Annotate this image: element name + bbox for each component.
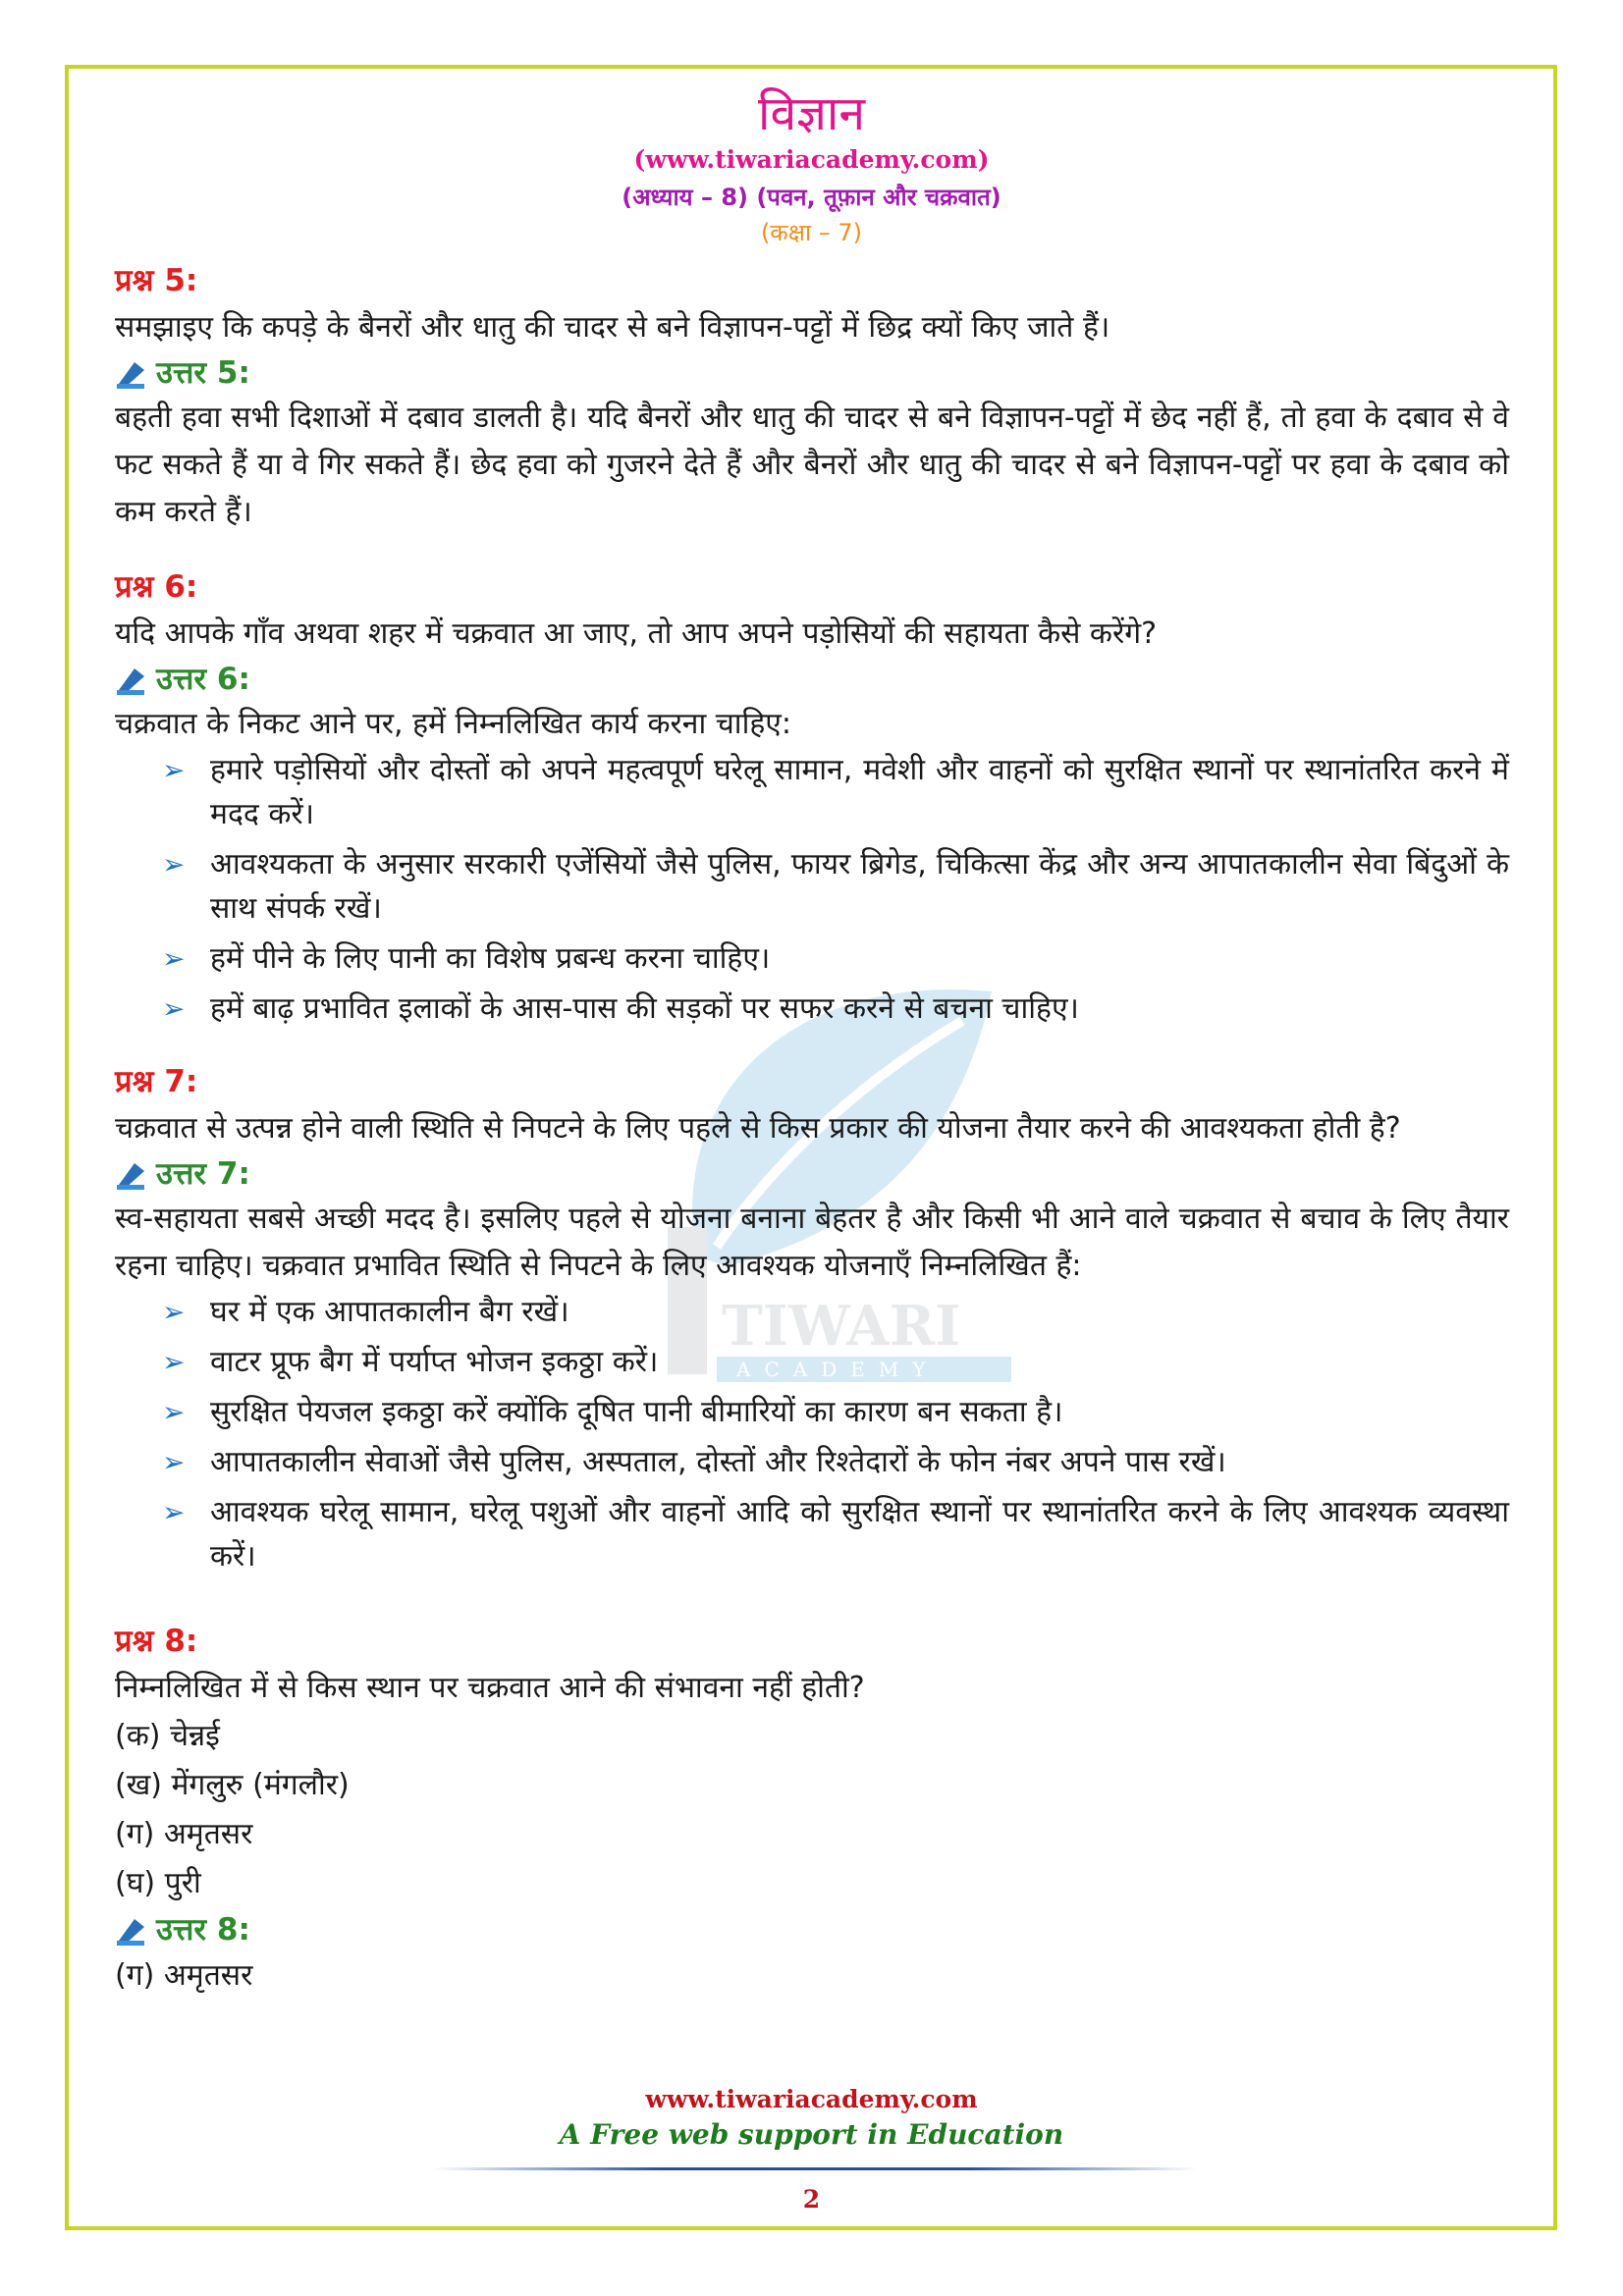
page-number: 2 — [802, 2185, 821, 2214]
arrow-bullet-icon: ➢ — [162, 1396, 186, 1428]
arrow-bullet-icon: ➢ — [162, 754, 186, 786]
pen-nib-icon — [115, 1913, 148, 1947]
answer-8-label: उत्तर 8: — [156, 1912, 250, 1948]
question-6-label: प्रश्न 6: — [115, 569, 198, 605]
question-5-label: प्रश्न 5: — [115, 263, 198, 298]
answer-7-list — [115, 1290, 1509, 1578]
list-item: ➢ हमें पीने के लिए पानी का विशेष प्रबन्ध करना चाहिए। — [115, 936, 1509, 981]
class-heading: (कक्षा – 7) — [760, 219, 863, 246]
question-6-text: यदि आपके गाँव अथवा शहर में चक्रवात आ जाए, तो आप अपने पड़ोसियों की सहायता कैसे करेंगे? — [115, 616, 1158, 651]
answer-6-heading — [115, 658, 1509, 701]
answer-7-label: उत्तर 7: — [156, 1156, 250, 1192]
answer-5-heading — [115, 351, 1509, 395]
list-item: ➢ घर में एक आपातकालीन बैग रखें। — [115, 1290, 1509, 1334]
pen-nib-icon — [115, 663, 148, 696]
list-item: ➢ आवश्यकता के अनुसार सरकारी एजेंसियों जैसे पुलिस, फायर ब्रिगेड, चिकित्सा केंद्र और अन्य आपातकालीन सेवा बिंदुओं के साथ संपर्क रखें। — [115, 842, 1509, 931]
arrow-bullet-icon: ➢ — [162, 1496, 186, 1528]
option-b: (ख) मेंगलुरु (मंगलौर) — [115, 1768, 350, 1802]
list-item: ➢ सुरक्षित पेयजल इकठ्ठा करें क्योंकि दूषित पानी बीमारियों का कारण बन सकता है। — [115, 1390, 1509, 1434]
option-a: (क) चेन्नई — [115, 1719, 220, 1753]
answer-6-label: उत्तर 6: — [156, 662, 250, 697]
question-8-text: निम्नलिखित में से किस स्थान पर चक्रवात आने की संभावना नहीं होती? — [115, 1671, 865, 1705]
answer-5-text: बहती हवा सभी दिशाओं में दबाव डालती है। यदि बैनरों और धातु की चादर से बने विज्ञापन-पट्टों में छेद नहीं हैं, तो हवा के दबाव से वे फट सकते हैं या वे गिर सकते हैं। छेद हवा को गुजरने देते हैं और बैनरों और धातु की चादर से बने विज्ञापन-पट्टों पर हवा के दबाव को कम करते हैं। — [115, 400, 1509, 529]
list-item: ➢ आपातकालीन सेवाओं जैसे पुलिस, अस्पताल, दोस्तों और रिश्तेदारों के फोन नंबर अपने पास रखें। — [115, 1440, 1509, 1484]
arrow-bullet-icon: ➢ — [162, 1296, 186, 1328]
answer-6-list — [115, 748, 1509, 1031]
question-7-label: प्रश्न 7: — [115, 1064, 198, 1099]
watermark-name: TIWARI — [722, 1294, 961, 1359]
watermark-sub: ACADEMY — [736, 1358, 940, 1381]
answer-7-heading — [115, 1152, 1509, 1196]
page-title: विज्ञान — [758, 86, 865, 141]
arrow-bullet-icon: ➢ — [162, 992, 186, 1025]
question-7-text: चक्रवात से उत्पन्न होने वाली स्थिति से निपटने के लिए पहले से किस प्रकार की योजना तैयार करने की आवश्यकता होती है? — [115, 1111, 1401, 1146]
footer-divider — [432, 2167, 1198, 2170]
question-8-label: प्रश्न 8: — [115, 1624, 198, 1659]
footer-url[interactable]: www.tiwariacademy.com — [645, 2085, 978, 2113]
option-c: (ग) अमृतसर — [115, 1817, 253, 1851]
list-item: ➢ हमारे पड़ोसियों और दोस्तों को अपने महत्वपूर्ण घरेलू सामान, मवेशी और वाहनों को सुरक्षित स्थानों पर स्थानांतरित करने में मदद करें। — [115, 748, 1509, 836]
arrow-bullet-icon: ➢ — [162, 848, 186, 881]
question-5-text: समझाइए कि कपड़े के बैनरों और धातु की चादर से बने विज्ञापन-पट्टों में छिद्र क्यों किए जाते हैं। — [115, 310, 1110, 345]
chapter-heading: (अध्याय – 8) (पवन, तूफ़ान और चक्रवात) — [622, 184, 1001, 211]
arrow-bullet-icon: ➢ — [162, 1446, 186, 1478]
answer-5-label: उत्तर 5: — [156, 355, 250, 391]
answer-6-intro: चक्रवात के निकट आने पर, हमें निम्नलिखित कार्य करना चाहिए: — [115, 707, 791, 741]
arrow-bullet-icon: ➢ — [162, 942, 186, 975]
list-item: ➢ वाटर प्रूफ बैग में पर्याप्त भोजन इकठ्ठा करें। — [115, 1340, 1509, 1384]
pen-nib-icon — [115, 1157, 148, 1191]
answer-7-intro: स्व-सहायता सबसे अच्छी मदद है। इसलिए पहले से योजना बनाना बेहतर है और किसी भी आने वाले चक्रवात से बचाव के लिए तैयार रहना चाहिए। चक्रवात प्रभावित स्थिति से निपटने के लिए आवश्यक योजनाएँ निम्नलिखित हैं: — [115, 1201, 1509, 1283]
arrow-bullet-icon: ➢ — [162, 1346, 186, 1378]
pen-nib-icon — [115, 356, 148, 390]
footer-tagline: A Free web support in Education — [559, 2118, 1064, 2151]
page-content — [115, 257, 1509, 2001]
header-website: (www.tiwariacademy.com) — [633, 145, 990, 174]
answer-8-heading — [115, 1908, 1509, 1951]
option-d: (घ) पुरी — [115, 1866, 201, 1900]
answer-8-text: (ग) अमृतसर — [115, 1958, 253, 1993]
list-item: ➢ आवश्यक घरेलू सामान, घरेलू पशुओं और वाहनों आदि को सुरक्षित स्थानों पर स्थानांतरित करने के लिए आवश्यक व्यवस्था करें। — [115, 1490, 1509, 1578]
list-item: ➢ हमें बाढ़ प्रभावित इलाकों के आस-पास की सड़कों पर सफर करने से बचना चाहिए। — [115, 987, 1509, 1031]
